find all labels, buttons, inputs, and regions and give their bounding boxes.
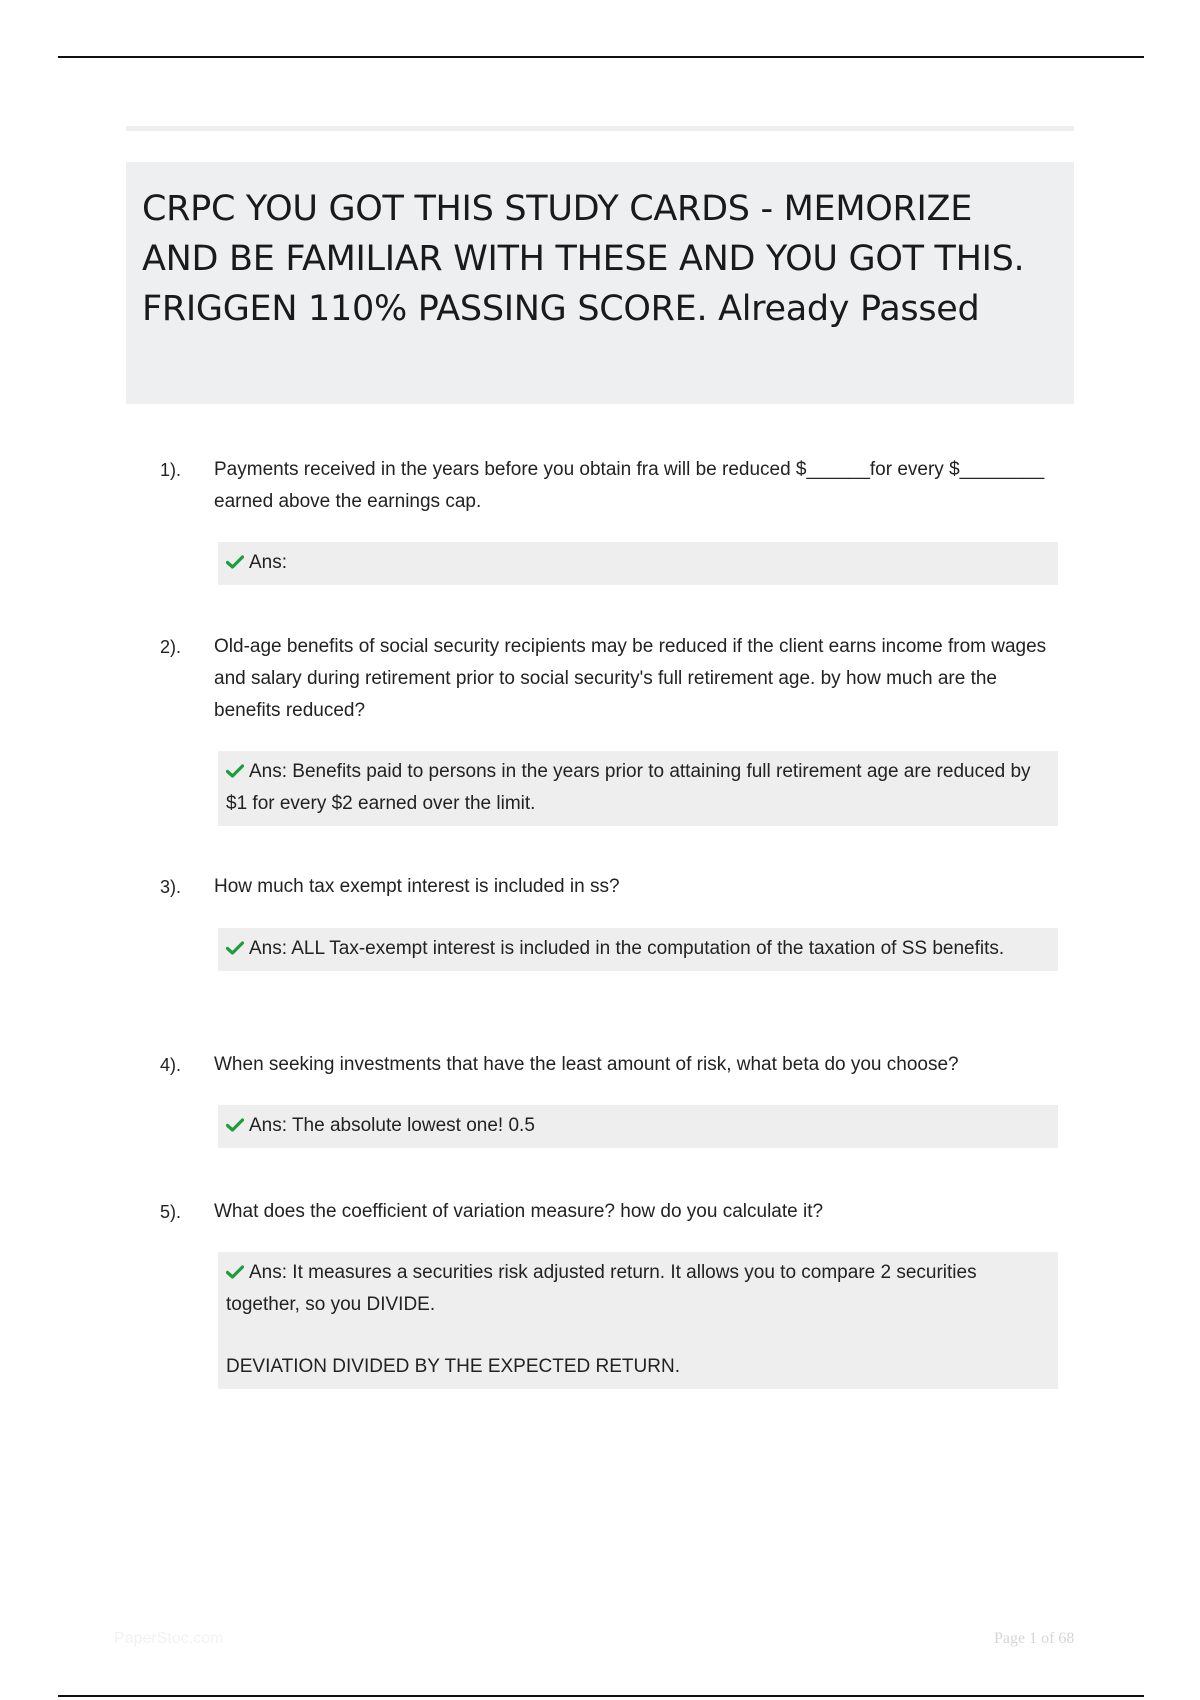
answer-text: Ans: Benefits paid to persons in the years prior to attaining full retirement age are reduced by $1 for every $2 earned over the limit. xyxy=(226,761,1031,814)
separator-line xyxy=(126,126,1074,131)
check-icon xyxy=(226,764,244,778)
check-icon xyxy=(226,941,244,955)
question-number: 5). xyxy=(160,1202,182,1222)
question-text: How much tax exempt interest is included in ss? xyxy=(214,876,620,897)
check-icon xyxy=(226,1265,244,1279)
bottom-rule xyxy=(58,1695,1144,1697)
answer-box xyxy=(218,1105,1058,1148)
question-text: What does the coefficient of variation measure? how do you calculate it? xyxy=(214,1201,824,1222)
answer-box xyxy=(218,542,1058,585)
footer-watermark: PaperStoc.com xyxy=(114,1630,224,1647)
page-number: Page 1 of 68 xyxy=(994,1630,1075,1647)
question-text: When seeking investments that have the least amount of risk, what beta do you choose? xyxy=(214,1054,959,1075)
answer-box xyxy=(218,1252,1058,1389)
answer-text: Ans: It measures a securities risk adjusted return. It allows you to compare 2 securities together, so you DIVIDE. xyxy=(226,1262,977,1315)
question-number: 1). xyxy=(160,460,182,480)
answer-box xyxy=(218,751,1058,826)
question-number: 2). xyxy=(160,637,182,657)
question-number: 4). xyxy=(160,1055,182,1075)
answer-text: Ans: ALL Tax-exempt interest is included in the computation of the taxation of SS benefits. xyxy=(249,938,1005,959)
title-box xyxy=(126,162,1074,404)
answer-box xyxy=(218,928,1058,971)
check-icon xyxy=(226,1118,244,1132)
answer-extra-text: DEVIATION DIVIDED BY THE EXPECTED RETURN. xyxy=(226,1356,680,1377)
question-text: Payments received in the years before you obtain fra will be reduced $______for every $________ earned above the earnings cap. xyxy=(214,459,1045,512)
question-text: Old-age benefits of social security recipients may be reduced if the client earns income from wages and salary during retirement prior to social security's full retirement age. by how much are the benefits reduced? xyxy=(214,636,1047,721)
question-number: 3). xyxy=(160,877,182,897)
answer-text: Ans: xyxy=(249,552,288,573)
answer-text: Ans: The absolute lowest one! 0.5 xyxy=(249,1115,535,1136)
check-icon xyxy=(226,555,244,569)
document-title: CRPC YOU GOT THIS STUDY CARDS - MEMORIZE AND BE FAMILIAR WITH THESE AND YOU GOT THIS. FRIGGEN 110% PASSING SCORE. Already Passed xyxy=(142,189,1025,329)
top-rule xyxy=(58,56,1144,58)
